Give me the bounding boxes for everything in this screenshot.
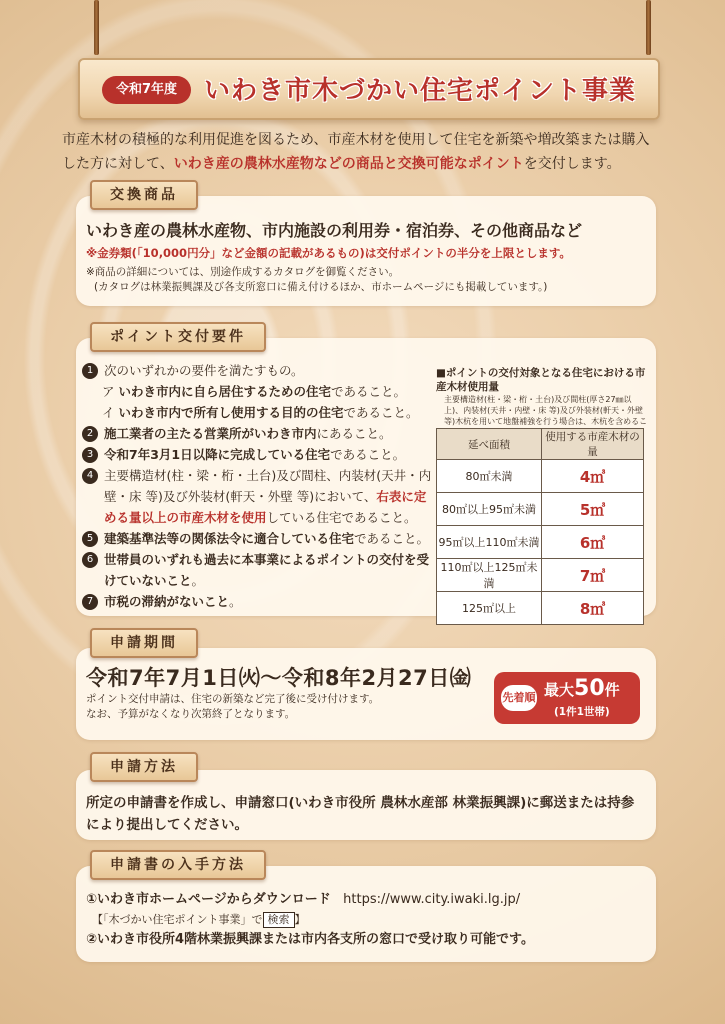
table-row xyxy=(437,592,644,625)
requirement-suffix: 。 xyxy=(191,573,205,588)
requirement-suffix: 。 xyxy=(229,594,242,609)
method-tag: 申請方法 xyxy=(90,752,198,782)
intro-line2-pre: した方に対して、 xyxy=(62,156,174,172)
requirement-number: 3 xyxy=(82,447,98,463)
intro-line2 xyxy=(62,152,672,176)
intro-text xyxy=(62,128,672,176)
window-text: ②いわき市役所4階林業振興課または市内各支所の窓口で受け取り可能です。 xyxy=(86,932,535,947)
table-cell-area: 95㎡以上110㎡未満 xyxy=(437,526,542,559)
period-note-1: ポイント交付申請は、住宅の新築など完了後に受け付けます。 xyxy=(86,693,380,705)
requirement-number: 2 xyxy=(82,426,98,442)
table-cell-area: 80㎡未満 xyxy=(437,460,542,493)
requirement-6 xyxy=(82,549,432,591)
get-content xyxy=(86,890,646,950)
table-header: 使用する市産木材の量 xyxy=(542,429,644,460)
limit-number: 50 xyxy=(574,676,605,701)
requirement-prefix: 主要構造材(柱・梁・桁・土台)及び間柱、内装材(天井・内壁・床 等)及び外装材(軒天・外壁 等)において、 xyxy=(104,468,432,504)
requirement-prefix: ア xyxy=(102,384,119,399)
requirement-number: 6 xyxy=(82,552,98,568)
exchange-note-1: ※商品の詳細については、別途作成するカタログを御覧ください。 xyxy=(86,266,400,278)
table-cell-amount: 5㎥ xyxy=(542,493,644,526)
wood-amount-table xyxy=(436,428,644,625)
table-cell-area: 80㎡以上95㎡未満 xyxy=(437,493,542,526)
requirement-suffix: であること。 xyxy=(354,531,430,546)
period-note-2: なお、予算がなくなり次第終了となります。 xyxy=(86,708,296,720)
requirement-prefix: イ xyxy=(102,405,119,420)
period-tag: 申請期間 xyxy=(90,628,198,658)
table-cell-amount: 8㎥ xyxy=(542,592,644,625)
requirement-number: 5 xyxy=(82,531,98,547)
exchange-main: いわき産の農林水産物、市内施設の利用券・宿泊券、その他商品など xyxy=(86,221,583,240)
wood-table-title: ■ポイントの交付対象となる住宅における市産木材使用量 xyxy=(436,367,646,393)
table-cell-area: 125㎡以上 xyxy=(437,592,542,625)
limit-sub: (1件1世帯) xyxy=(554,706,610,718)
requirement-1 xyxy=(82,360,432,381)
exchange-red-note: ※金券類(「10,000円分」など金額の記載があるもの)は交付ポイントの半分を上限とします。 xyxy=(86,246,571,260)
requirements-tag: ポイント交付要件 xyxy=(90,322,266,352)
requirement-number: 4 xyxy=(82,468,98,484)
requirement-suffix: であること。 xyxy=(330,447,406,462)
requirement-number: 7 xyxy=(82,594,98,610)
requirement-1a xyxy=(82,381,432,402)
table-cell-amount: 6㎥ xyxy=(542,526,644,559)
download-text: ①いわき市ホームページからダウンロード xyxy=(86,892,331,907)
requirement-bold: いわき市内で所有し使用する目的の住宅 xyxy=(118,405,344,420)
limit-main xyxy=(544,676,620,701)
exchange-note-2: (カタログは林業振興課及び各支所窓口に備え付けるほか、市ホームページにも掲載しています。) xyxy=(94,281,548,293)
table-header-row xyxy=(437,429,644,460)
limit-unit: 件 xyxy=(604,681,620,699)
table-cell-amount: 4㎥ xyxy=(542,460,644,493)
intro-highlight: いわき産の農林水産物などの商品と交換可能なポイント xyxy=(173,156,524,172)
limit-badge xyxy=(494,672,640,724)
method-text: 所定の申請書を作成し、申請窓口(いわき市役所 農林水産部 林業振興課)に郵送または持参により提出してください。 xyxy=(86,795,635,833)
first-come-tag: 先着順 xyxy=(501,685,537,711)
requirement-5 xyxy=(82,528,432,549)
search-hint xyxy=(86,910,646,930)
search-button[interactable]: 検索 xyxy=(263,912,295,928)
period-notes xyxy=(86,692,486,722)
requirement-bold: 施工業者の主たる営業所がいわき市内 xyxy=(104,426,317,441)
intro-line2-post: を交付します。 xyxy=(523,156,621,172)
requirement-3 xyxy=(82,444,432,465)
requirement-suffix: であること。 xyxy=(343,405,419,420)
requirement-2 xyxy=(82,423,432,444)
requirement-number: 1 xyxy=(82,363,98,379)
requirement-bold: 令和7年3月1日以降に完成している住宅 xyxy=(104,447,331,462)
period-dates: 令和7年7月1日㈫〜令和8年2月27日㈮ xyxy=(86,666,472,690)
wood-table-note: 主要構造材(柱・梁・桁・土台)及び間柱(厚さ27㎜以上)、内装材(天井・内壁・床 等)及び外装材(軒天・外壁 等)木杭を用いて地盤補強を行う場合は、木杭を含めるこ xyxy=(444,395,648,426)
requirement-bold: 右表に定める量以上の市産木材を使用 xyxy=(104,489,427,525)
requirement-bold: 市税の滞納がないこと xyxy=(104,594,230,609)
table-cell-amount: 7㎥ xyxy=(542,559,644,592)
hanging-rope-left xyxy=(94,0,99,55)
website-url[interactable]: https://www.city.iwaki.lg.jp/ xyxy=(343,892,521,907)
search-hint-pre: 【「木づかい住宅ポイント事業」で xyxy=(92,913,263,926)
page-title: いわき市木づかい住宅ポイント事業 xyxy=(204,76,637,106)
hanging-rope-right xyxy=(646,0,651,55)
table-row xyxy=(437,559,644,592)
requirement-1b xyxy=(82,402,432,423)
intro-line1: 市産木材の積極的な利用促進を図るため、市産木材を使用して住宅を新築や増改築または購入 xyxy=(62,132,650,148)
table-row xyxy=(437,493,644,526)
requirement-text: 次のいずれかの要件を満たすもの。 xyxy=(104,363,304,378)
get-tag: 申請書の入手方法 xyxy=(90,850,266,880)
requirement-bold: 世帯員のいずれも過去に本事業によるポイントの交付を受けていないこと xyxy=(104,552,430,588)
year-badge: 令和7年度 xyxy=(102,76,191,104)
requirements-list xyxy=(82,360,432,612)
requirement-bold: いわき市内に自ら居住するための住宅 xyxy=(118,384,331,399)
get-line-2 xyxy=(86,930,646,950)
search-hint-post: 】 xyxy=(294,913,306,926)
requirement-bold: 建築基準法等の関係法令に適合している住宅 xyxy=(104,531,355,546)
table-cell-area: 110㎡以上125㎡未満 xyxy=(437,559,542,592)
title-board xyxy=(78,58,660,120)
table-row xyxy=(437,526,644,559)
requirement-7 xyxy=(82,591,432,612)
requirement-suffix: であること。 xyxy=(331,384,407,399)
exchange-tag: 交換商品 xyxy=(90,180,198,210)
limit-prefix: 最大 xyxy=(544,681,575,699)
requirement-4 xyxy=(82,465,432,528)
table-header: 延べ面積 xyxy=(437,429,542,460)
requirement-suffix: している住宅であること。 xyxy=(266,510,417,525)
requirement-suffix: にあること。 xyxy=(316,426,392,441)
exchange-content xyxy=(86,218,646,295)
get-line-1 xyxy=(86,890,646,910)
table-row xyxy=(437,460,644,493)
